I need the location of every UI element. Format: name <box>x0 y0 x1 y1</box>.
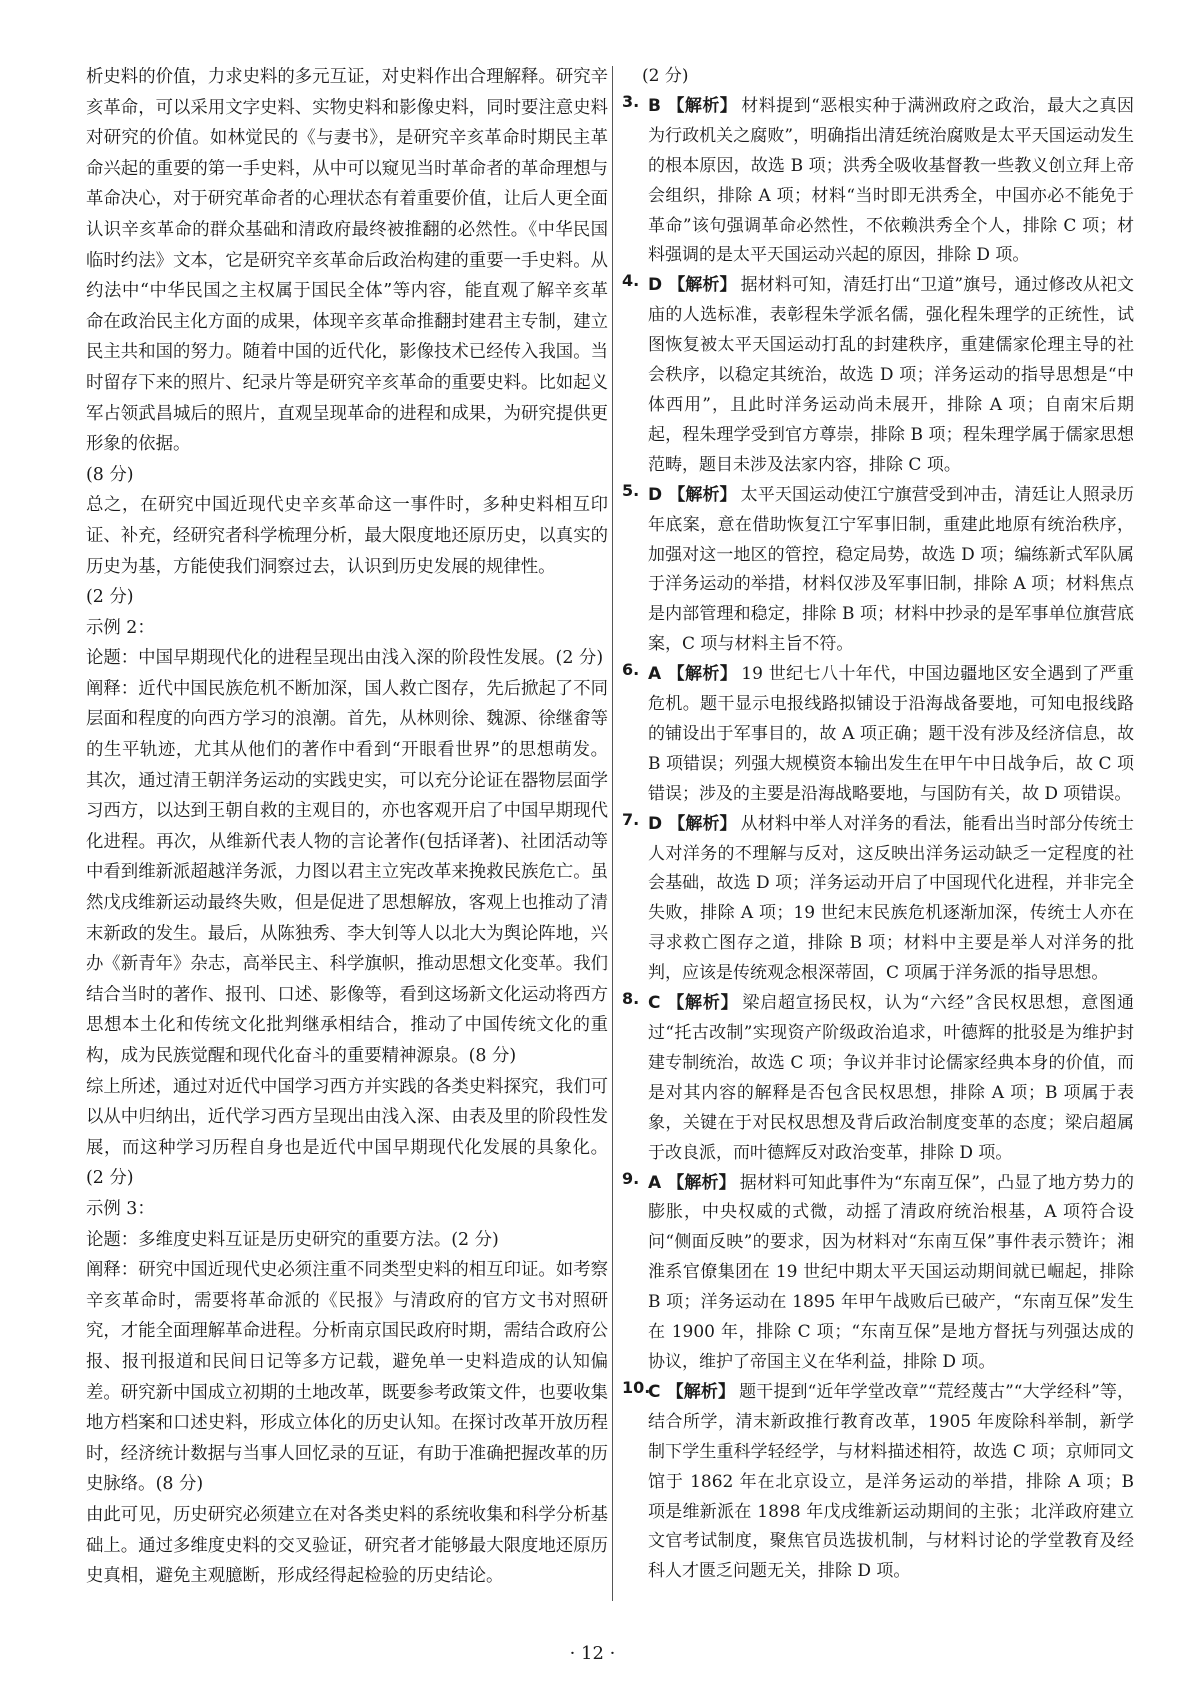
analysis-tag: 【解析】 <box>668 275 737 296</box>
example-heading: 示例 3： <box>86 1198 155 1219</box>
answer-text: 19 世纪七八十年代，中国边疆地区安全遇到了严重危机。题干显示电报线路拟铺设于沿海战备要地，可知电报线路的铺设出于军事目的，故 A 项正确；题干没有涉及经济信息，故 B 项错误；列强大规模资本输出发生在甲午中日战争后，故 C 项错误；涉及的主要是沿海战略要地，与国防有关，故 D 项错误。 <box>648 664 1134 804</box>
answer-letter: C <box>648 1381 661 1402</box>
answer-item <box>622 92 1134 271</box>
answer-item <box>622 271 1134 480</box>
answer-letter: A <box>648 664 662 685</box>
analysis-tag: 【解析】 <box>666 1381 736 1402</box>
answer-text-block <box>648 1169 1134 1378</box>
analysis-tag: 【解析】 <box>668 484 737 505</box>
score-note: (2 分) <box>642 66 689 86</box>
answer-text: 材料提到“恶根实种于满洲政府之政治，最大之真因为行政机关之腐败”，明确指出清廷统治腐败是太平天国运动发生的根本原因，故选 B 项；洪秀全吸收基督教一些教义创立拜上帝会组织，排除 A 项；材料“当时即无洪秀全，中国亦必不能免于革命”该句强调革命必然性，不依赖洪秀全个人，排除 C 项；材料强调的是太平天国运动兴起的原因，排除 D 项。 <box>648 95 1135 266</box>
answer-letter: D <box>648 813 663 834</box>
paragraph: 总之，在研究中国近现代史辛亥革命这一事件时，多种史料相互印证、补充，经研究者科学梳理分析，最大限度地还原历史，以真实的历史为基，方能使我们洞察过去，认识到历史发展的规律性。 <box>86 495 608 577</box>
answer-letter: C <box>648 993 661 1014</box>
answer-text-block <box>648 810 1134 989</box>
question-number: 6. <box>622 660 640 680</box>
answer-item <box>622 1169 1134 1378</box>
answer-text: 太平天国运动使江宁旗营受到冲击，清廷让人照录历年底案，意在借助恢复江宁军事旧制，重建此地原有统治秩序，加强对这一地区的管控，稳定局势，故选 D 项；编练新式军队属于洋务运动的举措，材料仅涉及军事旧制，排除 A 项；材料焦点是内部管理和稳定，排除 B 项；材料中抄录的是军事单位旗营底案，C 项与材料主旨不符。 <box>648 484 1135 655</box>
analysis-tag: 【解析】 <box>668 813 737 834</box>
answer-text-block <box>648 481 1134 660</box>
score-note: (8 分) <box>86 464 134 485</box>
answer-text-block <box>648 660 1134 810</box>
answer-text: 据材料可知此事件为“东南互保”，凸显了地方势力的膨胀，中央权威的式微，动摇了清政府统治根基，A 项符合设问“侧面反映”的要求，因为材料对“东南互保”事件表示赞许；湘淮系官僚集团在 19 世纪中期太平天国运动期间就已崛起，排除 B 项；洋务运动在 1895 年甲午战败后已破产，“东南互保”发生在 1900 年，排除 C 项；“东南互保”是地方督抚与列强达成的协议，维护了帝国主义在华利益，排除 D 项。 <box>648 1172 1135 1372</box>
question-number: 5. <box>622 480 640 500</box>
question-number: 8. <box>622 989 640 1009</box>
answer-letter: A <box>648 1172 662 1193</box>
example-heading: 示例 2： <box>86 617 155 638</box>
answer-item <box>622 481 1134 660</box>
answer-text-block <box>648 271 1134 480</box>
question-number: 9. <box>622 1168 640 1188</box>
question-number: 7. <box>622 809 640 829</box>
analysis-tag: 【解析】 <box>667 1172 736 1193</box>
answer-text-block <box>648 989 1134 1168</box>
answer-text: 据材料可知，清廷打出“卫道”旗号，通过修改从祀文庙的人选标准，表彰程朱学派名儒，强化程朱理学的正统性，试图恢复被太平天国运动打乱的封建秩序，重建儒家伦理主导的社会秩序，以稳定其统治，故选 D 项；洋务运动的指导思想是“中体西用”，且此时洋务运动尚未展开，排除 A 项；自南宋后期起，程朱理学受到官方尊崇，排除 B 项；程朱理学属于儒家思想范畴，题目未涉及法家内容，排除 C 项。 <box>648 275 1134 475</box>
paragraph: 阐释：研究中国近现代史必须注重不同类型史料的相互印证。如考察辛亥革命时，需要将革命派的《民报》与清政府的官方文书对照研究，才能全面理解革命进程。分析南京国民政府时期，需结合政府公报、报刊报道和民间日记等多方记载，避免单一史料造成的认知偏差。研究新中国成立初期的土地改革，既要参考政策文件，也要收集地方档案和口述史料，形成立体化的历史认知。在探讨改革开放历程时，经济统计数据与当事人回忆录的互证，有助于准确把握改革的历史脉络。(8 分) <box>86 1260 608 1495</box>
right-column <box>622 62 1134 1587</box>
answer-text-block <box>648 92 1134 271</box>
paragraph: 阐释：近代中国民族危机不断加深，国人救亡图存，先后掀起了不同层面和程度的向西方学习的浪潮。首先，从林则徐、魏源、徐继畬等的生平轨迹，尤其从他们的著作中看到“开眼看世界”的思想萌发。其次，通过清王朝洋务运动的实践史实，可以充分论证在器物层面学习西方，以达到王朝自救的主观目的，亦也客观开启了中国早期现代化进程。再次，从维新代表人物的言论著作(包括译著)、社团活动等中看到维新派超越洋务派，力图以君主立宪改革来挽救民族危亡。虽然戊戌维新运动最终失败，但是促进了思想解放，客观上也推动了清末新政的发生。最后，从陈独秀、李大钊等人以北大为舆论阵地，兴办《新青年》杂志，高举民主、科学旗帜，推动思想文化变革。我们结合当时的著作、报刊、口述、影像等，看到这场新文化运动将西方思想本土化和传统文化批判继承相结合，推动了中国传统文化的重构，成为民族觉醒和现代化奋斗的重要精神源泉。(8 分) <box>86 678 608 1066</box>
paragraph: 综上所述，通过对近代中国学习西方并实践的各类史料探究，我们可以从中归纳出，近代学习西方呈现出由浅入深、由表及里的阶段性发展，而这种学习历程自身也是近代中国早期现代化发展的具象化。(2 分) <box>86 1076 608 1189</box>
answer-text: 从材料中举人对洋务的看法，能看出当时部分传统士人对洋务的不理解与反对，这反映出洋务运动缺乏一定程度的社会基础，故选 D 项；洋务运动开启了中国现代化进程，并非完全失败，排除 A 项；19 世纪末民族危机逐渐加深，传统士人亦在寻求救亡图存之道，排除 B 项；材料中主要是举人对洋务的批判，应该是传统观念根深蒂固，C 项属于洋务派的指导思想。 <box>648 813 1135 984</box>
analysis-tag: 【解析】 <box>667 664 738 685</box>
page-number: · 12 · <box>569 1643 616 1664</box>
question-number: 3. <box>622 91 640 111</box>
question-number: 10. <box>622 1377 651 1397</box>
question-number: 4. <box>622 271 640 291</box>
thesis: 论题：多维度史料互证是历史研究的重要方法。(2 分) <box>86 1229 499 1250</box>
answer-text-block <box>648 1378 1134 1587</box>
answer-item <box>622 989 1134 1168</box>
left-column <box>86 62 608 1592</box>
column-divider <box>612 66 613 1601</box>
paragraph: 由此可见，历史研究必须建立在对各类史料的系统收集和科学分析基础上。通过多维度史料的交叉验证，研究者才能够最大限度地还原历史真相，避免主观臆断，形成经得起检验的历史结论。 <box>86 1504 608 1587</box>
analysis-tag: 【解析】 <box>666 95 738 116</box>
score-note: (2 分) <box>86 587 134 608</box>
answer-item <box>622 1378 1134 1587</box>
paragraph: 析史料的价值，力求史料的多元互证，对史料作出合理解释。研究辛亥革命，可以采用文字史料、实物史料和影像史料，同时要注意史料对研究的价值。如林觉民的《与妻书》，是研究辛亥革命时期民主革命兴起的重要的第一手史料，从中可以窥见当时革命者的革命理想与革命决心，对于研究革命者的心理状态有着重要价值，让后人更全面认识辛亥革命的群众基础和清政府最终被推翻的必然性。《中华民国临时约法》文本，它是研究辛亥革命后政治构建的重要一手史料。从约法中“中华民国之主权属于国民全体”等内容，能直观了解辛亥革命在政治民主化方面的成果，体现辛亥革命推翻封建君主专制，建立民主共和国的努力。随着中国的近代化，影像技术已经传入我国。当时留存下来的照片、纪录片等是研究辛亥革命的重要史料。比如起义军占领武昌城后的照片，直观呈现革命的进程和成果，为研究提供更形象的依据。 <box>86 67 608 455</box>
analysis-tag: 【解析】 <box>666 993 739 1014</box>
answer-text: 梁启超宣扬民权，认为“六经”含民权思想，意图通过“托古改制”实现资产阶级政治追求，叶德辉的批驳是为维护封建专制统治，故选 C 项；争议并非讨论儒家经典本身的价值，而是对其内容的解释是否包含民权思想，排除 A 项；B 项属于表象，关键在于对民权思想及背后政治制度变革的态度；梁启超属于改良派，而叶德辉反对政治变革，排除 D 项。 <box>648 993 1135 1163</box>
answer-item <box>622 660 1134 810</box>
answer-letter: D <box>648 484 663 505</box>
thesis: 论题：中国早期现代化的进程呈现出由浅入深的阶段性发展。(2 分) <box>86 648 604 669</box>
answer-letter: B <box>648 95 661 116</box>
answer-letter: D <box>648 275 663 296</box>
answer-text: 题干提到“近年学堂改章”“荒经蔑古”“大学经科”等，结合所学，清末新政推行教育改革，1905 年废除科举制，新学制下学生重科学轻经学，与材料描述相符，故选 C 项；京师同文馆于 1862 年在北京设立，是洋务运动的举措，排除 A 项；B 项是维新派在 1898 年戊戌维新运动期间的主张；北洋政府建立文官考试制度，聚焦官员选拔机制，与材料讨论的学堂教育及经科人才匮乏问题无关，排除 D 项。 <box>648 1381 1134 1582</box>
answer-item <box>622 810 1134 989</box>
